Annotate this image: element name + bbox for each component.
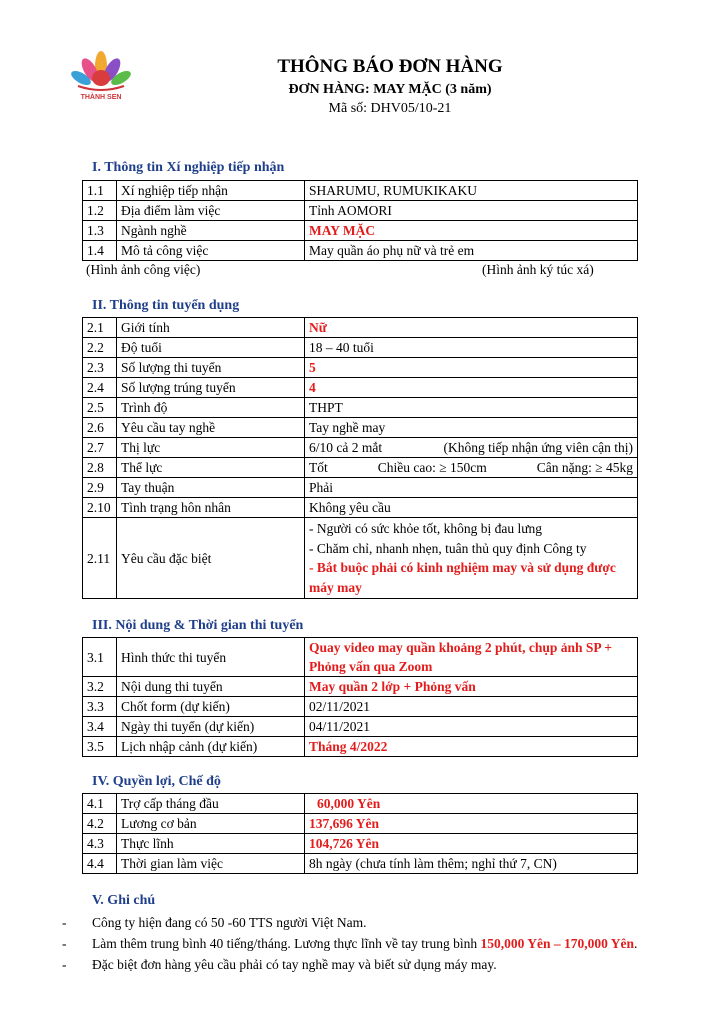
section1-table xyxy=(82,180,638,261)
table-row: 4.3 Thực lĩnh 104,726 Yên xyxy=(83,834,638,854)
lotus-icon xyxy=(68,48,134,94)
section1-title: I. Thông tin Xí nghiệp tiếp nhận xyxy=(92,160,285,175)
page-title: THÔNG BÁO ĐƠN HÀNG xyxy=(277,56,503,77)
table-row: 1.2 Địa điểm làm việc Tỉnh AOMORI xyxy=(83,201,638,221)
section4-title: IV. Quyền lợi, Chế độ xyxy=(92,774,221,789)
section3-title: III. Nội dung & Thời gian thi tuyển xyxy=(92,618,304,633)
section4-table xyxy=(82,793,638,874)
table-row: 1.1 Xí nghiệp tiếp nhận SHARUMU, RUMUKIKAKU xyxy=(83,181,638,201)
logo-text: THÀNH SEN xyxy=(80,94,122,101)
dorm-image-caption: (Hình ảnh ký túc xá) xyxy=(482,262,594,277)
table-row: 4.1 Trợ cấp tháng đầu 60,000 Yên xyxy=(83,794,638,814)
table-row: 2.2 Độ tuổi 18 – 40 tuổi xyxy=(83,338,638,358)
section2-title: II. Thông tin tuyển dụng xyxy=(92,298,240,313)
table-row: 3.3 Chốt form (dự kiến) 02/11/2021 xyxy=(83,697,638,717)
table-row: 2.10 Tình trạng hôn nhân Không yêu cầu xyxy=(83,498,638,518)
job-category-value: MAY MẶC xyxy=(305,221,638,241)
work-image-caption: (Hình ảnh công việc) xyxy=(86,262,201,277)
section5-title: V. Ghi chú xyxy=(92,893,156,908)
table-row: 2.1 Giới tính Nữ xyxy=(83,318,638,338)
table-row: 1.3 Ngành nghề MAY MẶC xyxy=(83,221,638,241)
order-subtitle: ĐƠN HÀNG: MAY MẶC (3 năm) xyxy=(288,82,492,97)
order-code: Mã số: DHV05/10-21 xyxy=(328,101,452,116)
table-row: 2.3 Số lượng thi tuyển 5 xyxy=(83,358,638,378)
table-row: 4.4 Thời gian làm việc 8h ngày (chưa tính làm thêm; nghỉ thứ 7, CN) xyxy=(83,854,638,874)
table-row: 3.1 Hình thức thi tuyển Quay video may quần khoảng 2 phút, chụp ảnh SP + Phỏng vấn qua Zoom xyxy=(83,638,638,677)
table-row: 2.8 Thể lực Tốt Chiều cao: ≥ 150cm Cân nặng: ≥ 45kg xyxy=(83,458,638,478)
table-row: 2.9 Tay thuận Phải xyxy=(83,478,638,498)
section2-table xyxy=(82,317,638,599)
table-row: 2.5 Trình độ THPT xyxy=(83,398,638,418)
list-item: - Công ty hiện đang có 50 -60 TTS người Việt Nam. xyxy=(62,915,367,930)
section3-table xyxy=(82,637,638,757)
table-row: 3.2 Nội dung thi tuyển May quần 2 lớp + Phỏng vấn xyxy=(83,677,638,697)
list-item: - Đặc biệt đơn hàng yêu cầu phải có tay nghề may và biết sử dụng máy may. xyxy=(62,957,497,972)
table-row: 1.4 Mô tả công việc May quần áo phụ nữ và trẻ em xyxy=(83,241,638,261)
table-row: 3.5 Lịch nhập cảnh (dự kiến) Tháng 4/2022 xyxy=(83,737,638,757)
list-item: - Làm thêm trung bình 40 tiếng/tháng. Lương thực lĩnh về tay trung bình 150,000 Yên – 170,000 Yên. xyxy=(62,936,638,951)
table-row: 3.4 Ngày thi tuyển (dự kiến) 04/11/2021 xyxy=(83,717,638,737)
table-row: 2.11 Yêu cầu đặc biệt - Người có sức khỏe tốt, không bị đau lưng - Chăm chỉ, nhanh nhẹn, tuân thủ quy định Công ty - Bắt buộc phải có kinh nghiệm may và sử dụng được máy may xyxy=(83,518,638,599)
company-logo xyxy=(68,48,134,108)
table-row: 2.4 Số lượng trúng tuyển 4 xyxy=(83,378,638,398)
table-row: 4.2 Lương cơ bản 137,696 Yên xyxy=(83,814,638,834)
special-requirement-red: - Bắt buộc phải có kinh nghiệm may và sử dụng được máy may xyxy=(309,560,616,595)
notes-list xyxy=(62,912,682,975)
table-row: 2.6 Yêu cầu tay nghề Tay nghề may xyxy=(83,418,638,438)
table-row: 2.7 Thị lực 6/10 cả 2 mắt (Không tiếp nhận ứng viên cận thị) xyxy=(83,438,638,458)
